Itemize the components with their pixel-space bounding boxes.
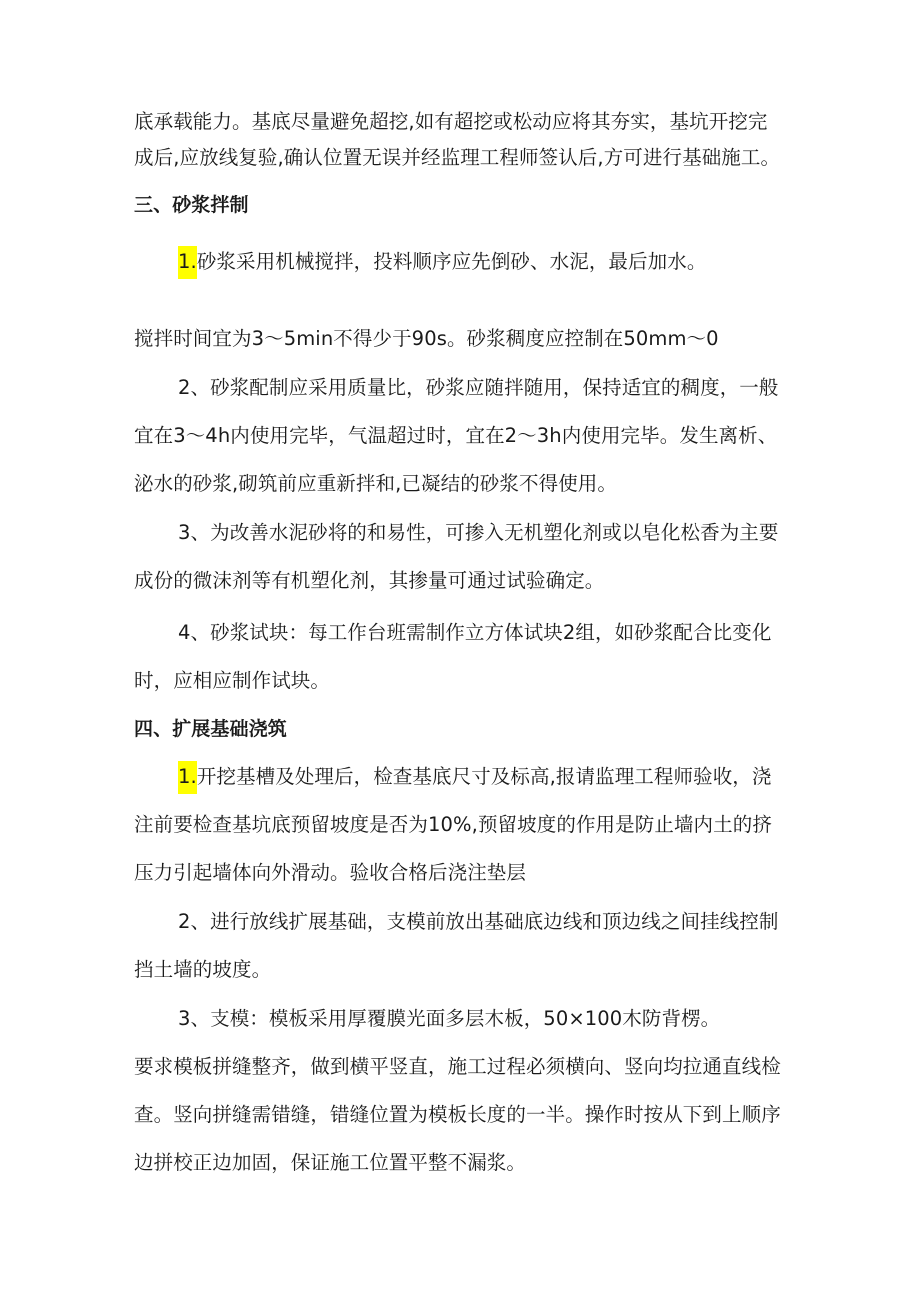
section-heading: 三、砂浆拌制 (134, 194, 249, 216)
text-line: 4、砂浆试块：每工作台班需制作立方体试块2组，如砂浆配合比变化 (178, 621, 772, 644)
highlighted-number: 1. (178, 761, 197, 794)
text-line: 2、进行放线扩展基础，支模前放出基础底边线和顶边线之间挂线控制 (178, 910, 779, 933)
text-line: 泌水的砂浆,砌筑前应重新拌和,已凝结的砂浆不得使用。 (134, 472, 617, 495)
list-item (178, 763, 772, 791)
text-line: 宜在3～4h内使用完毕，气温超过时，宜在2～3h内使用完毕。发生离析、 (134, 424, 778, 447)
text-line: 2、砂浆配制应采用质量比，砂浆应随拌随用，保持适宜的稠度，一般 (178, 376, 779, 399)
text-line: 要求模板拼缝整齐，做到横平竖直，施工过程必须横向、竖向均拉通直线检 (134, 1055, 781, 1078)
text-line: 3、支模：模板采用厚覆膜光面多层木板，50×100木防背楞。 (178, 1007, 721, 1030)
text-line: 底承载能力。基底尽量避免超挖,如有超挖或松动应将其夯实，基坑开挖完 (134, 110, 768, 133)
text-line: 边拼校正边加固，保证施工位置平整不漏浆。 (134, 1151, 527, 1174)
highlighted-number: 1. (178, 246, 197, 279)
text-line: 查。竖向拼缝需错缝，错缝位置为模板长度的一半。操作时按从下到上顺序 (134, 1103, 781, 1126)
text-line: 搅拌时间宜为3～5min不得少于90s。砂浆稠度应控制在50mm～0 (134, 327, 719, 350)
section-heading: 四、扩展基础浇筑 (134, 718, 287, 740)
text-line: 时，应相应制作试块。 (134, 669, 331, 692)
text-line: 挡土墙的坡度。 (134, 958, 272, 981)
list-item (178, 248, 706, 276)
text-line: 3、为改善水泥砂将的和易性，可掺入无机塑化剂或以皂化松香为主要 (178, 521, 779, 544)
text-line: 砂浆采用机械搅拌，投料顺序应先倒砂、水泥，最后加水。 (196, 250, 707, 273)
text-line: 开挖基槽及处理后，检查基底尺寸及标高,报请监理工程师验收，浇 (196, 765, 772, 788)
text-line: 成后,应放线复验,确认位置无误并经监理工程师签认后,方可进行基础施工。 (134, 146, 781, 169)
text-line: 压力引起墙体向外滑动。验收合格后浇注垫层 (134, 861, 527, 884)
text-line: 注前要检查基坑底预留坡度是否为10%,预留坡度的作用是防止墙内土的挤 (134, 813, 772, 836)
text-line: 成份的微沫剂等有机塑化剂，其掺量可通过试验确定。 (134, 569, 605, 592)
